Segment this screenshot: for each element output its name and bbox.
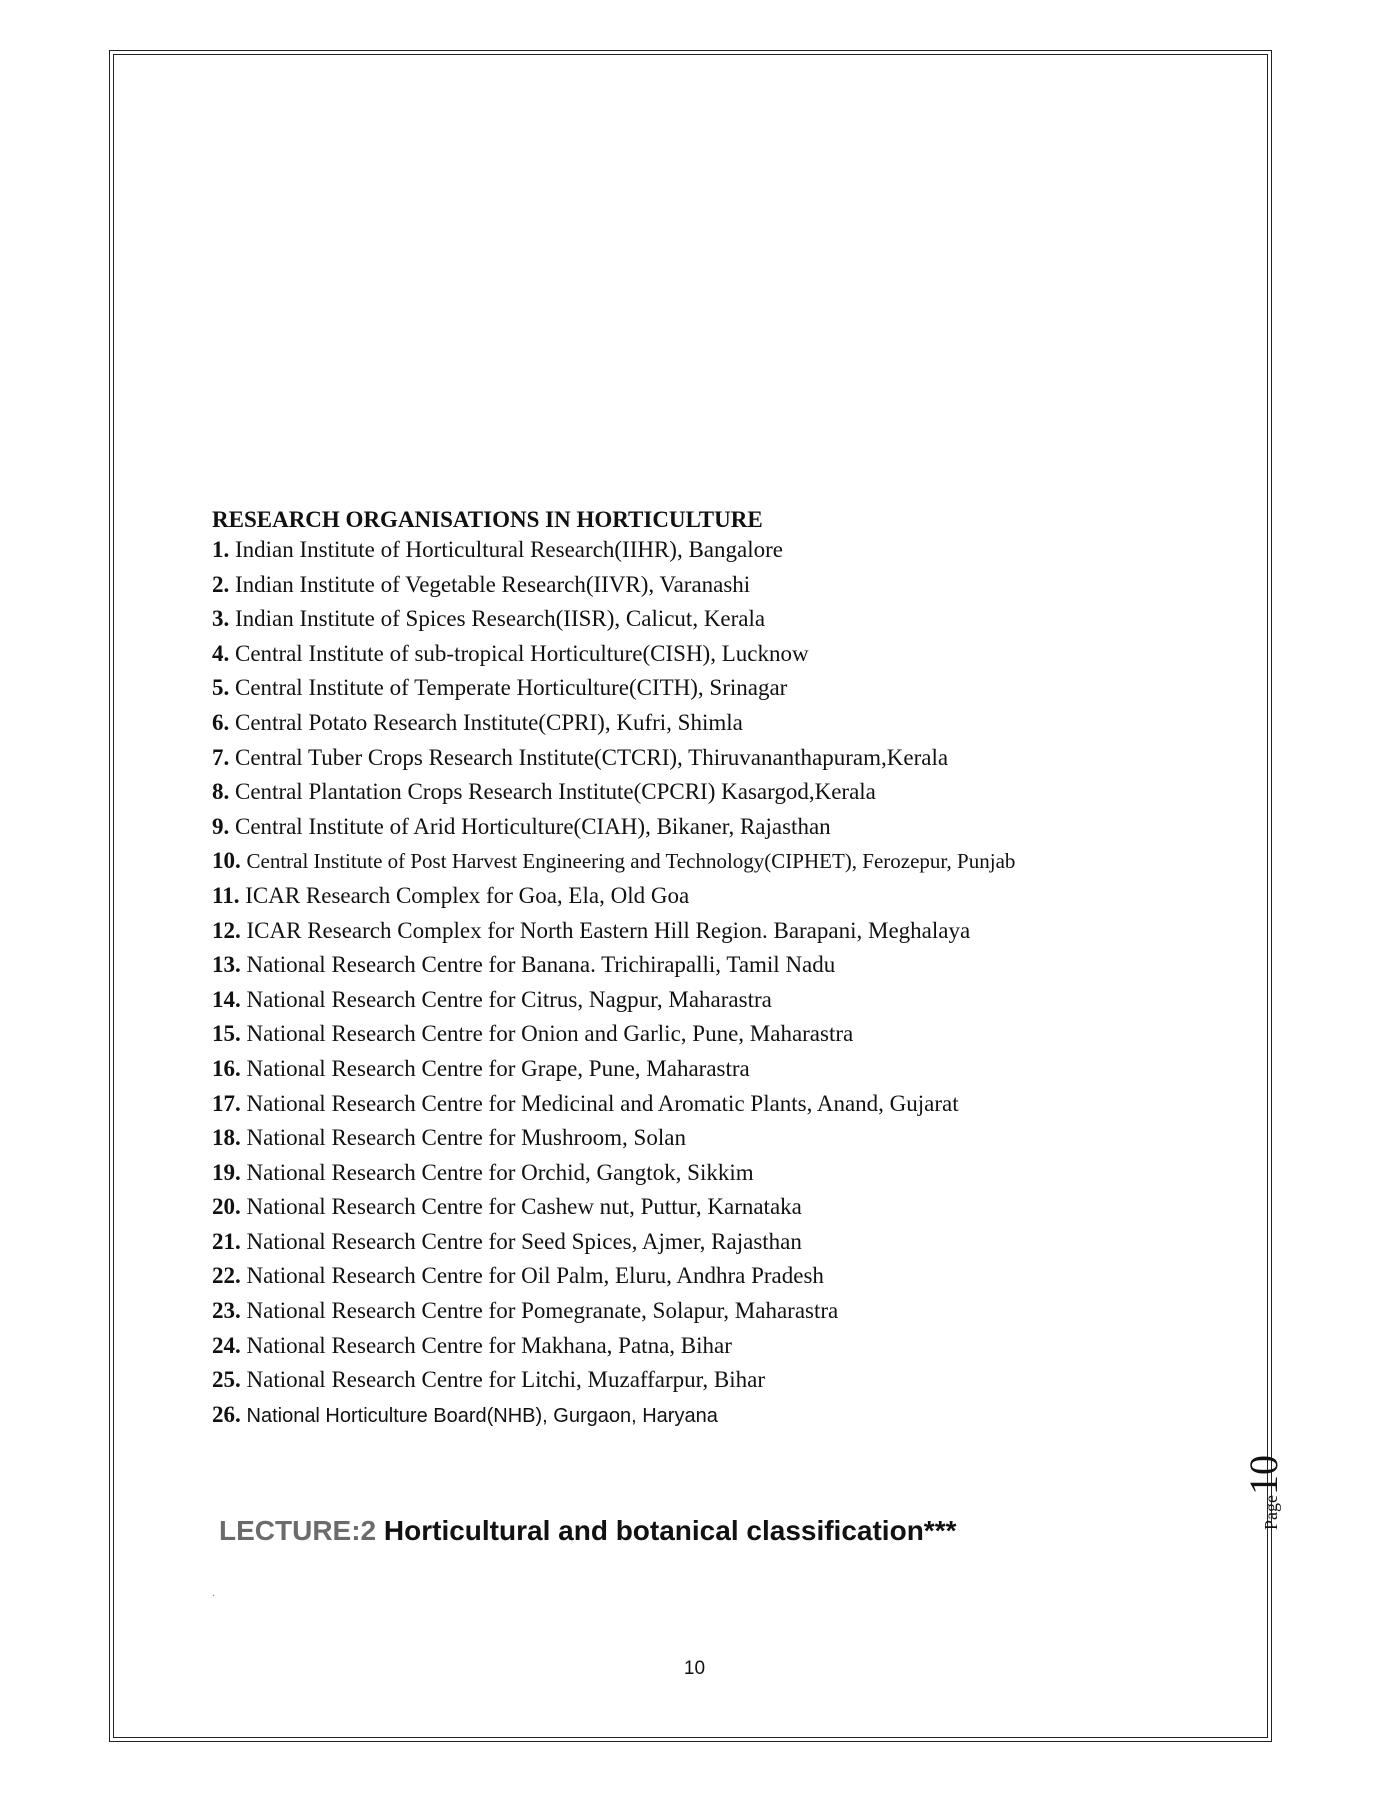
vertical-page-marker — [1240, 1455, 1287, 1530]
list-item-text: Indian Institute of Horticultural Research(IIHR), Bangalore — [235, 537, 783, 562]
list-item-number: 4. — [212, 640, 230, 666]
list-item-text: Central Institute of Post Harvest Engineering and Technology(CIPHET), Ferozepur, Punjab — [246, 849, 1016, 874]
list-item — [212, 1121, 1152, 1156]
list-item-text: National Research Centre for Cashew nut, Puttur, Karnataka — [246, 1194, 802, 1220]
list-item — [212, 533, 1152, 568]
list-item — [212, 1087, 1152, 1122]
list-item-text: National Research Centre for Makhana, Patna, Bihar — [246, 1332, 732, 1358]
list-item-text: Central Institute of Arid Horticulture(CIAH), Bikaner, Rajasthan — [235, 813, 831, 839]
list-item-number: 20. — [212, 1194, 241, 1220]
organisation-list — [212, 533, 1152, 1433]
list-item — [212, 1259, 1152, 1294]
list-item — [212, 948, 1152, 983]
lecture-label: LECTURE:2 — [219, 1515, 377, 1546]
list-item-number: 19. — [212, 1159, 241, 1185]
list-item-number: 17. — [212, 1090, 241, 1116]
list-item-text: National Research Centre for Citrus, Nagpur, Maharastra — [246, 986, 772, 1012]
list-item-text: Central Institute of sub-tropical Horticulture(CISH), Lucknow — [235, 640, 809, 666]
list-item-number: 9. — [212, 813, 230, 839]
list-item — [212, 983, 1152, 1018]
list-item-number: 10. — [212, 848, 241, 874]
page-number: 10 — [683, 1658, 706, 1679]
list-item — [212, 914, 1152, 949]
list-item-number: 22. — [212, 1263, 241, 1289]
stray-mark: . — [212, 1585, 215, 1599]
lecture-title: Horticultural and botanical classification*** — [383, 1515, 957, 1546]
list-item-number: 6. — [212, 709, 230, 735]
list-item-text: Central Institute of Temperate Horticulture(CITH), Srinagar — [235, 675, 788, 701]
list-item-number: 18. — [212, 1125, 241, 1151]
list-item-number: 25. — [212, 1367, 241, 1393]
list-item-number: 13. — [212, 952, 241, 978]
list-item-text: ICAR Research Complex for North Eastern Hill Region. Barapani, Meghalaya — [246, 917, 971, 943]
list-item-number: 7. — [212, 744, 230, 770]
list-item-text: Central Plantation Crops Research Institute(CPCRI) Kasargod,Kerala — [235, 779, 876, 805]
list-item-number: 21. — [212, 1228, 241, 1254]
list-item — [212, 1017, 1152, 1052]
list-item — [212, 637, 1152, 672]
list-item-text: National Research Centre for Pomegranate, Solapur, Maharastra — [246, 1298, 839, 1324]
list-item-text: Indian Institute of Vegetable Research(IIVR), Varanashi — [235, 571, 751, 597]
list-item — [212, 1225, 1152, 1260]
list-item-text: National Research Centre for Onion and Garlic, Pune, Maharastra — [246, 1021, 854, 1047]
list-item — [212, 1363, 1152, 1398]
list-item — [212, 844, 1152, 879]
list-item — [212, 1329, 1152, 1364]
list-item-number: 12. — [212, 917, 241, 943]
list-item-number: 14. — [212, 986, 241, 1012]
list-item — [212, 1190, 1152, 1225]
list-item-text: Indian Institute of Spices Research(IISR), Calicut, Kerala — [235, 606, 766, 632]
list-item — [212, 1052, 1152, 1087]
list-item-text: National Research Centre for Medicinal and Aromatic Plants, Anand, Gujarat — [246, 1090, 959, 1116]
page-marker-word: Page — [1261, 1495, 1281, 1530]
list-item — [212, 741, 1152, 776]
list-item-text: National Research Centre for Seed Spices, Ajmer, Rajasthan — [246, 1228, 802, 1254]
list-item — [212, 706, 1152, 741]
document-body — [212, 506, 1152, 1433]
list-item — [212, 1156, 1152, 1191]
list-item-text: National Research Centre for Grape, Pune, Maharastra — [246, 1055, 750, 1081]
list-item-number: 2. — [212, 571, 230, 597]
list-item-text: National Research Centre for Litchi, Muzaffarpur, Bihar — [246, 1367, 766, 1393]
list-item-number: 11. — [212, 882, 240, 908]
list-item — [212, 568, 1152, 603]
list-item-number: 15. — [212, 1021, 241, 1047]
lecture-heading — [219, 1515, 956, 1547]
page-marker-number: 10 — [1241, 1455, 1286, 1495]
list-item-number: 8. — [212, 779, 230, 805]
list-item — [212, 810, 1152, 845]
list-item-text: National Research Centre for Orchid, Gangtok, Sikkim — [246, 1159, 754, 1185]
list-item-number: 5. — [212, 675, 230, 701]
section-heading: RESEARCH ORGANISATIONS IN HORTICULTURE — [212, 507, 763, 532]
list-item-text: National Research Centre for Banana. Trichirapalli, Tamil Nadu — [246, 952, 836, 978]
list-item — [212, 1398, 1152, 1434]
list-item — [212, 879, 1152, 914]
list-item-number: 23. — [212, 1298, 241, 1324]
list-item — [212, 671, 1152, 706]
list-item-number: 1. — [212, 537, 230, 562]
list-item — [212, 775, 1152, 810]
list-item-number: 16. — [212, 1055, 241, 1081]
list-item-number: 26. — [212, 1401, 241, 1427]
list-item-text: National Research Centre for Oil Palm, Eluru, Andhra Pradesh — [246, 1263, 824, 1289]
list-item — [212, 602, 1152, 637]
list-item — [212, 1294, 1152, 1329]
list-item-number: 3. — [212, 606, 230, 632]
list-item-text: National Research Centre for Mushroom, Solan — [246, 1125, 686, 1151]
list-item-text: Central Tuber Crops Research Institute(CTCRI), Thiruvananthapuram,Kerala — [235, 744, 949, 770]
list-item-text: National Horticulture Board(NHB), Gurgaon, Haryana — [246, 1404, 718, 1427]
list-item-text: ICAR Research Complex for Goa, Ela, Old Goa — [245, 882, 690, 908]
list-item-text: Central Potato Research Institute(CPRI), Kufri, Shimla — [235, 709, 743, 735]
list-item-number: 24. — [212, 1332, 241, 1358]
